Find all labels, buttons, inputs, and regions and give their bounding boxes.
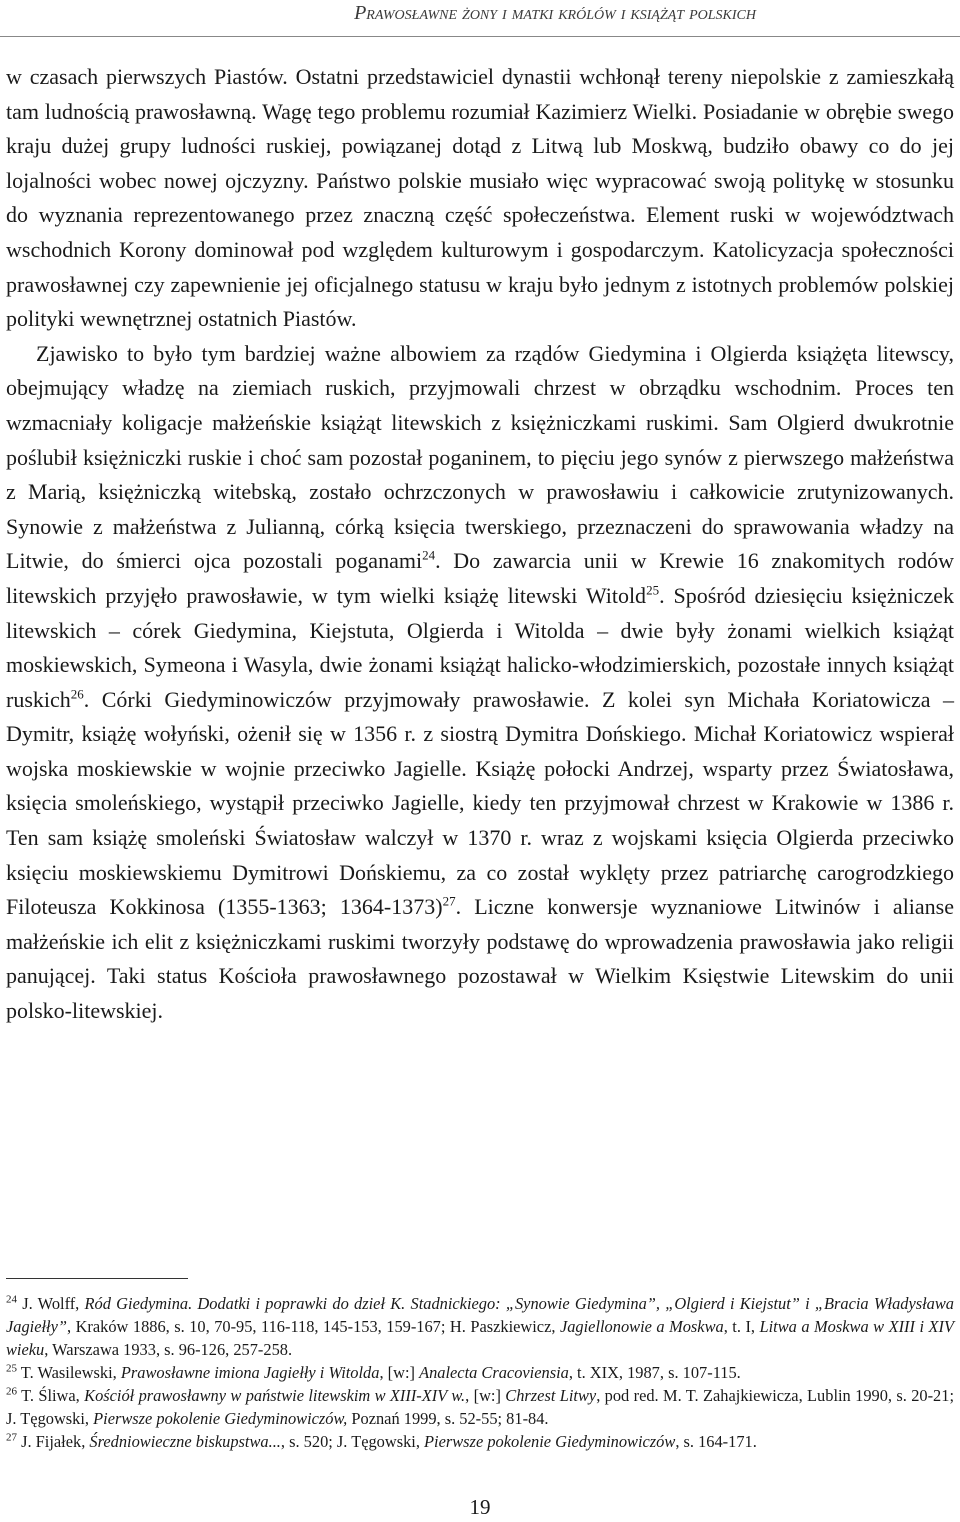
footnote-ref-25[interactable]: 25 bbox=[646, 582, 660, 598]
paragraph-1: w czasach pierwszych Piastów. Ostatni przedstawiciel dynastii wchłonął tereny niepolskie z zamieszkałą tam ludnością prawosławną. Wagę tego problemu rozumiał Kazimierz Wielki. Posiadanie w obrębie swego kraju dużej grupy ludności ruskiej, powiązanej dotąd z Litwą lub Moskwą, budziło obawy co do jej lojalności wobec nowej ojczyzny. Państwo polskie musiało więc wypracować swoją politykę w stosunku do wyznania reprezentowanego przez znaczną część społeczeństwa. Element ruski w województwach wschodnich Korony dominował pod względem kulturowym i gospodarczym. Katolicyzacja społeczności prawosławnej czy zapewnienie jej oficjalnego statusu w kraju było jednym z istotnych problemów polskiej polityki wewnętrznej ostatnich Piastów. bbox=[6, 64, 954, 332]
paragraph-2-part-a: Zjawisko to było tym bardziej ważne albowiem za rządów Giedymina i Olgierda książęta litewscy, obejmujący władzę na ziemiach ruskich, przyjmowali chrzest w obrządku wschodnim. Proces ten wzmacniały koligacje małżeńskie książąt litewskich z księżniczkami ruskimi. Sam Olgierd dwukrotnie poślubił księżniczki ruskie i choć sam pozostał poganinem, to pięciu jego synów z pierwszego małżeństwa z Marią, księżniczką witebską, zostało ochrzczonych w prawosławiu i całkowicie zrutynizowanych. Synowie z małżeństwa z Julianną, córką księcia twerskiego, przeznaczeni do sprawowania władzy na Litwie, do śmierci ojca pozostali poganami bbox=[6, 340, 954, 574]
footnote-26 bbox=[6, 1384, 954, 1430]
footnote-ref-24[interactable]: 24 bbox=[422, 547, 436, 563]
footnote-ref-27[interactable]: 27 bbox=[442, 893, 456, 909]
footnote-text: Poznań 1999, s. 52-55; 81-84. bbox=[347, 1409, 549, 1428]
footnote-title: Prawosławne imiona Jagiełły i Witolda bbox=[120, 1363, 380, 1382]
main-text bbox=[6, 60, 954, 1029]
footnote-title: Średniowieczne biskupstwa... bbox=[89, 1432, 281, 1451]
footnote-title: Kościół prawosławny w państwie litewskim w XIII-XIV w. bbox=[84, 1386, 466, 1405]
footnote-number: 27 bbox=[6, 1431, 17, 1444]
footnote-text: , [w:] bbox=[379, 1363, 420, 1382]
running-header: Prawosławne żony i matki królów i książąt polskich bbox=[354, 2, 756, 24]
footnote-title: Chrzest Litwy bbox=[505, 1386, 597, 1405]
footnote-24 bbox=[6, 1292, 954, 1361]
footnote-number: 26 bbox=[6, 1385, 17, 1398]
footnote-title: Analecta Cracoviensia bbox=[419, 1363, 569, 1382]
footnote-text: , pod red. M. T. Zahajkiewicza, Lublin 1990, s. 20-21; J. Tęgowski, bbox=[6, 1386, 955, 1428]
footnote-rule bbox=[6, 1278, 188, 1279]
footnote-text: J. Fijałek, bbox=[17, 1432, 90, 1451]
footnote-text: , s. 164-171. bbox=[675, 1432, 757, 1451]
footnote-title: Jagiellonowie a Moskwa bbox=[559, 1317, 724, 1336]
paragraph-2-part-b: . Do zawarcia unii w Krewie 16 znakomitych rodów litewskich przyjęło prawosławie, w tym wielki książę litewski Witold bbox=[6, 548, 954, 608]
footnote-text: , s. 520; J. Tęgowski, bbox=[280, 1432, 425, 1451]
footnote-number: 25 bbox=[6, 1362, 17, 1375]
paragraph-2-part-c: . Spośród dziesięciu księżniczek litewskich – córek Giedymina, Kiejstuta, Olgierda i Witolda – dwie były żonami wielkich książąt moskiewskich, Symeona i Wasyla, dwie żonami książąt halicko-włodzimierskich, pozostałe innych książąt ruskich bbox=[6, 582, 954, 712]
footnote-text: , Warszawa 1933, s. 96-126, 257-258. bbox=[44, 1340, 293, 1359]
header-rule bbox=[0, 36, 960, 37]
footnote-title: Litwa a Moskwa w XIII i XIV wieku bbox=[6, 1317, 954, 1359]
footnote-title: Pierwsze pokolenie Giedyminowiczów bbox=[424, 1432, 676, 1451]
page-number: 19 bbox=[469, 1495, 491, 1519]
footnote-27 bbox=[6, 1430, 954, 1453]
footnote-text: , t. I, bbox=[723, 1317, 760, 1336]
footnote-text: T. Wasilewski, bbox=[17, 1363, 121, 1382]
paragraph-2 bbox=[6, 337, 954, 1029]
footnote-text: J. Wolff, bbox=[17, 1294, 85, 1313]
footnote-text: T. Śliwa, bbox=[17, 1386, 85, 1405]
footnote-title: Pierwsze pokolenie Giedyminowiczów, bbox=[93, 1409, 348, 1428]
footnote-title: Ród Giedymina. Dodatki i poprawki do dzieł K. Stadnickiego: „Synowie Giedymina”, „Olgierd i Kiejstut” i „Bracia Władysława Jagiełły” bbox=[6, 1294, 954, 1336]
footnote-ref-26[interactable]: 26 bbox=[70, 686, 84, 702]
paragraph-2-part-d: . Córki Giedyminowiczów przyjmowały prawosławie. Z kolei syn Michała Koriatowicza – Dymitr, książę wołyński, ożenił się w 1356 r. z siostrą Dymitra Dońskiego. Michał Koriatowicz wspierał wojska moskiewskie w wojnie przeciwko Jagielle. Książę połocki Andrzej, wsparty przez Światosława, księcia smoleńskiego, wystąpił przeciwko Jagielle, kiedy ten przyjmował chrzest w Krakowie w 1386 r. Ten sam książę smoleński Światosław walczył w 1370 r. wraz z wojskami księcia Olgierda przeciwko księciu moskiewskiemu Dymitrowi Dońskiemu, za co został wyklęty przez patriarchę carogrodzkiego Filoteusza Kokkinosa (1355-1363; 1364-1373) bbox=[6, 686, 954, 920]
footnote-text: , Kraków 1886, s. 10, 70-95, 116-118, 145-153, 159-167; H. Paszkiewicz, bbox=[67, 1317, 560, 1336]
footnote-text: , [w:] bbox=[465, 1386, 506, 1405]
footnotes bbox=[6, 1292, 954, 1453]
paragraph-2-part-e: . Liczne konwersje wyznaniowe Litwinów i alianse małżeńskie ich elit z księżniczkami ruskimi tworzyły podstawę do wprowadzenia prawosławia jako religii panującej. Taki status Kościoła prawosławnego pozostawał w Wielkim Księstwie Litewskim do unii polsko-litewskiej. bbox=[6, 894, 955, 1024]
footnote-text: , t. XIX, 1987, s. 107-115. bbox=[568, 1363, 741, 1382]
footnote-number: 24 bbox=[6, 1293, 17, 1306]
footnote-25 bbox=[6, 1361, 954, 1384]
